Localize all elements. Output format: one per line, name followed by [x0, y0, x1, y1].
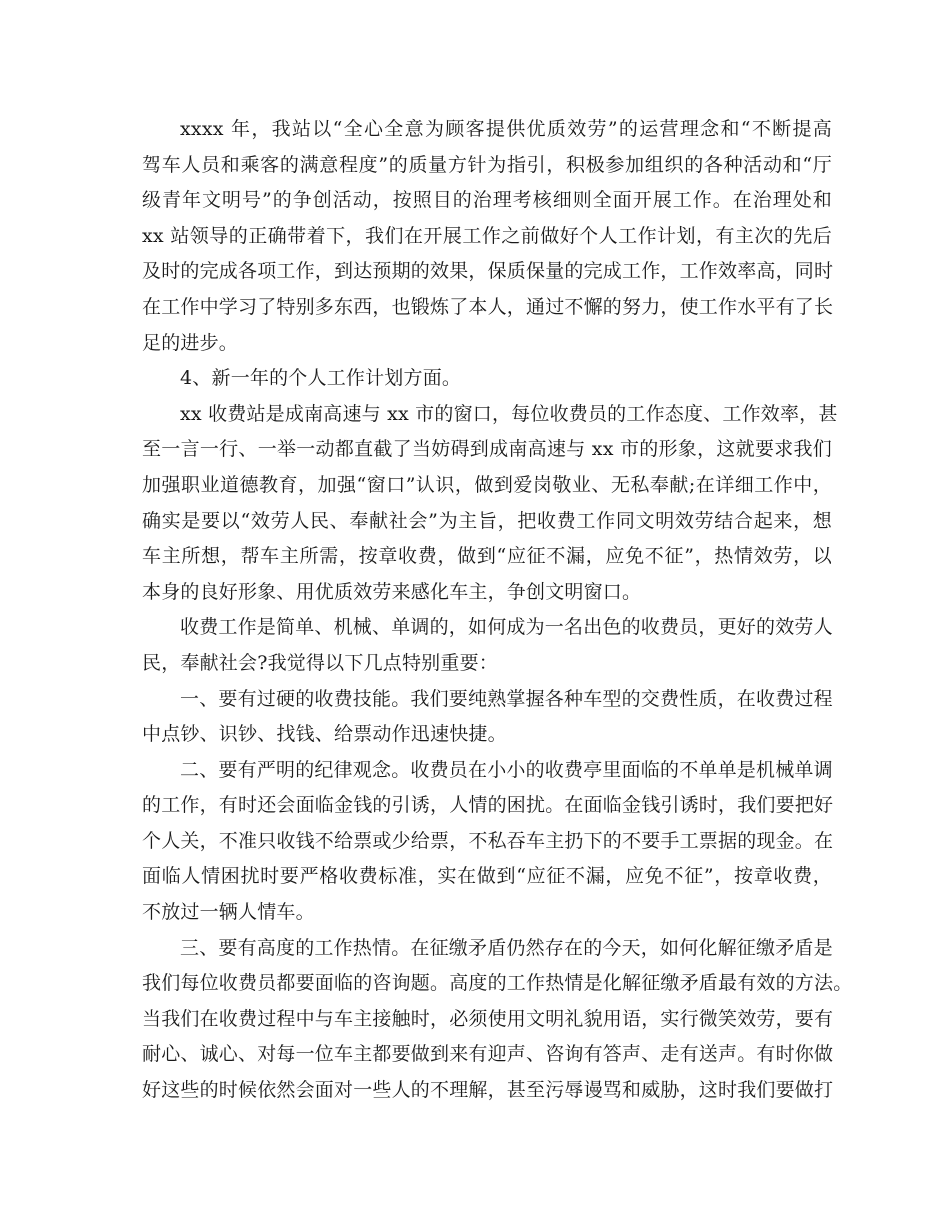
text-line: 耐心、诚心、对每一位车主都要做到来有迎声、咨询有答声、走有送声。有时你做	[142, 1043, 834, 1066]
text-line: 收费工作是简单、机械、单调的，如何成为一名出色的收费员，更好的效劳人	[180, 616, 833, 639]
text-line: 本身的良好形象、用优质效劳来感化车主，争创文明窗口。	[142, 580, 642, 603]
text-line: 个人关，不准只收钱不给票或少给票，不私吞车主扔下的不要手工票据的现金。在	[142, 829, 834, 852]
document-body	[142, 112, 853, 1109]
text-line: 确实是要以“效劳人民、奉献社会”为主旨，把收费工作同文明效劳结合起来，想	[142, 509, 832, 532]
text-line: 级青年文明号”的争创活动，按照目的治理考核细则全面开展工作。在治理处和	[142, 189, 832, 212]
text-line: 足的进步。	[142, 331, 239, 354]
text-line: xx 收费站是成南高速与 xx 市的窗口，每位收费员的工作态度、工作效率，甚	[180, 402, 838, 425]
text-line: 及时的完成各项工作，到达预期的效果，保质保量的完成工作，工作效率高，同时	[142, 260, 834, 283]
text-line: 三、要有高度的工作热情。在征缴矛盾仍然存在的今天，如何化解征缴矛盾是	[180, 936, 833, 959]
text-line: 好这些的时候依然会面对一些人的不理解，甚至污辱谩骂和威胁，这时我们要做打	[142, 1079, 834, 1102]
text-line: xx 站领导的正确带着下，我们在开展工作之前做好个人工作计划，有主次的先后	[142, 224, 832, 247]
text-line: 中点钞、识钞、找钱、给票动作迅速快捷。	[142, 723, 507, 746]
text-line: 面临人情困扰时要严格收费标准，实在做到“应征不漏，应免不征”，按章收费，	[142, 865, 832, 888]
text-line: 二、要有严明的纪律观念。收费员在小小的收费亭里面临的不单单是机械单调	[180, 758, 833, 781]
text-line: 至一言一行、一举一动都直截了当妨碍到成南高速与 xx 市的形象，这就要求我们	[142, 438, 832, 461]
text-line: 驾车人员和乘客的满意程度”的质量方针为指引，积极参加组织的各种活动和“厅	[142, 153, 832, 176]
text-line: 不放过一辆人情车。	[142, 901, 315, 924]
text-line: 我们每位收费员都要面临的咨询题。高度的工作热情是化解征缴矛盾最有效的方法。	[142, 972, 853, 995]
text-line: 当我们在收费过程中与车主接触时，必须使用文明礼貌用语，实行微笑效劳，要有	[142, 1007, 834, 1030]
text-line: 一、要有过硬的收费技能。我们要纯熟掌握各种车型的交费性质，在收费过程	[180, 687, 833, 710]
text-line: 民，奉献社会?我觉得以下几点特别重要：	[142, 651, 498, 674]
text-line: 的工作，有时还会面临金钱的引诱，人情的困扰。在面临金钱引诱时，我们要把好	[142, 794, 834, 817]
text-line: 4、新一年的个人工作计划方面。	[180, 367, 462, 390]
text-line: 加强职业道德教育，加强“窗口”认识，做到爱岗敬业、无私奉献;在详细工作中，	[142, 473, 832, 496]
text-line: xxxx 年，我站以“全心全意为顾客提供优质效劳”的运营理念和“不断提高	[180, 118, 832, 140]
text-line: 车主所想，帮车主所需，按章收费，做到“应征不漏，应免不征”，热情效劳，以	[142, 545, 832, 568]
text-line: 在工作中学习了特别多东西，也锻炼了本人，通过不懈的努力，使工作水平有了长	[142, 295, 834, 318]
